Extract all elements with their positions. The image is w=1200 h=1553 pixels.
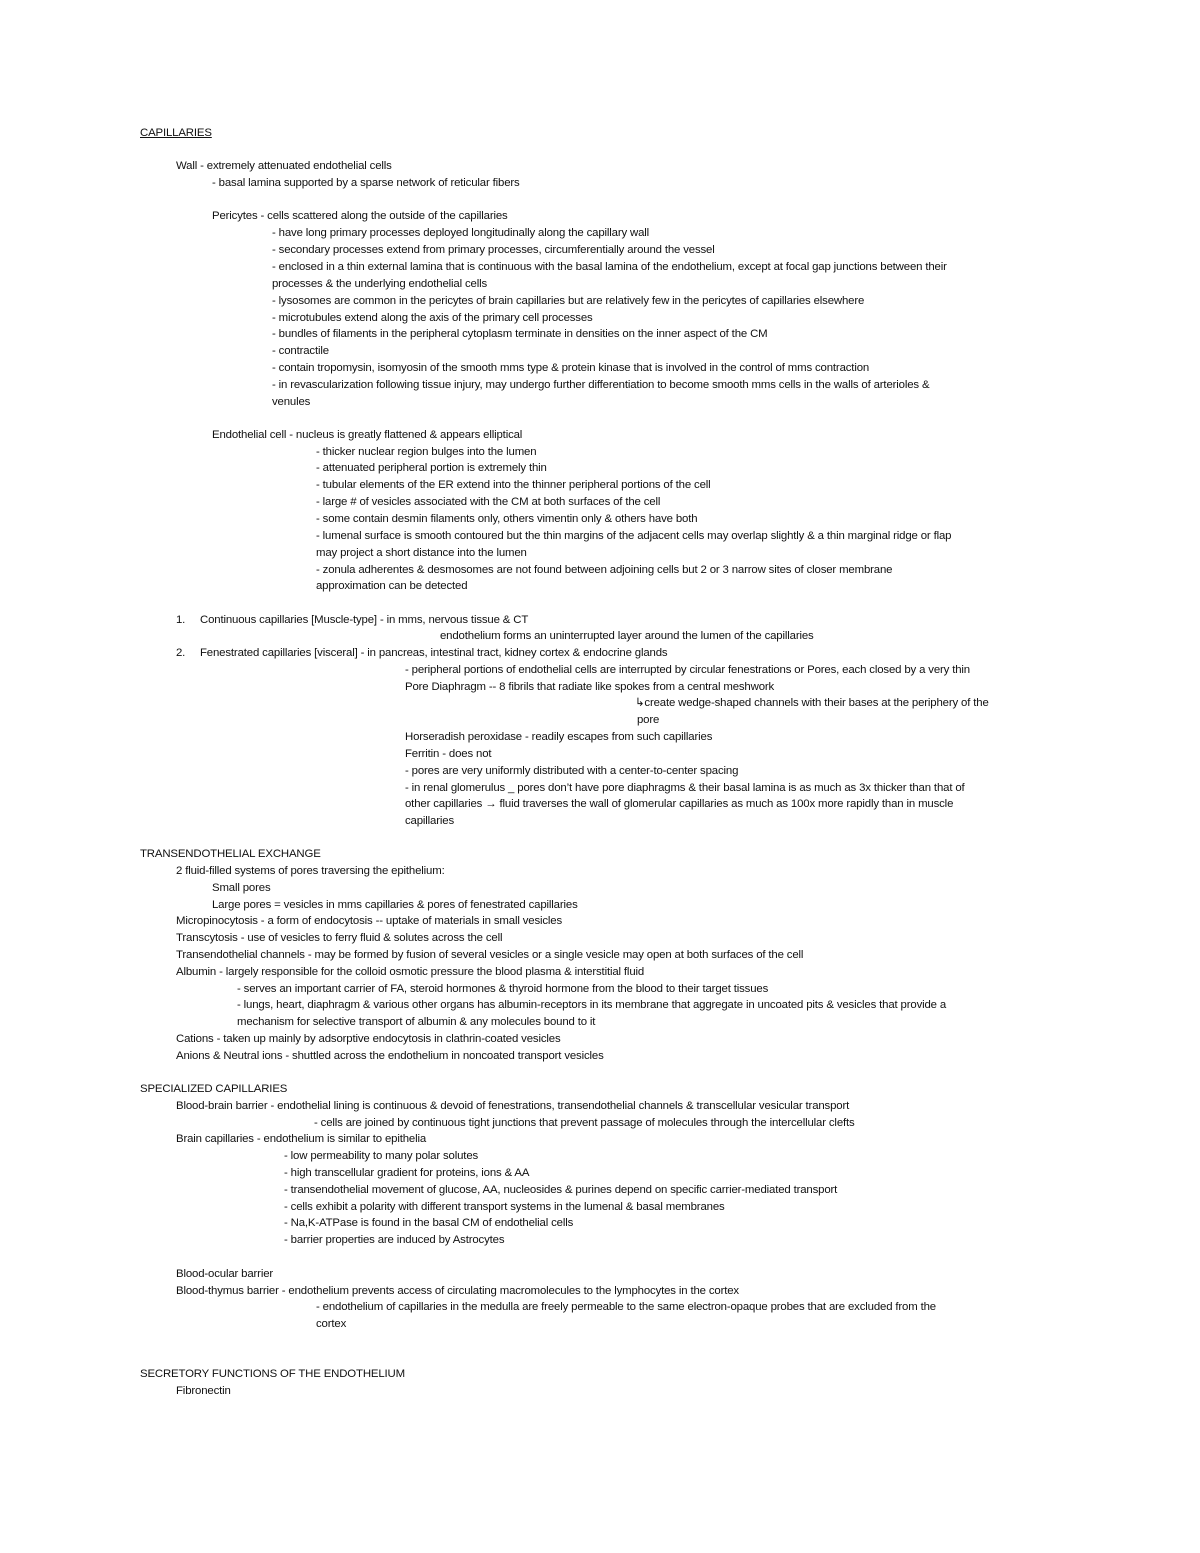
transendothelial-line: Anions & Neutral ions - shuttled across the endothelium in noncoated transport vesicles — [176, 1050, 604, 1062]
section-heading-secretory: SECRETORY FUNCTIONS OF THE ENDOTHELIUM — [140, 1368, 405, 1380]
pericytes-point: - bundles of filaments in the peripheral cytoplasm terminate in densities on the inner aspect of the CM — [272, 328, 768, 340]
continuous-capillaries-title: Continuous capillaries [Muscle-type] - in mms, nervous tissue & CT — [200, 614, 529, 626]
specialized-line: - Na,K-ATPase is found in the basal CM of endothelial cells — [284, 1217, 574, 1229]
wall-line: Wall - extremely attenuated endothelial cells — [176, 160, 392, 172]
specialized-line: - high transcellular gradient for proteins, ions & AA — [284, 1167, 530, 1179]
endothelial-point: - tubular elements of the ER extend into the thinner peripheral portions of the cell — [316, 479, 711, 491]
endothelial-point: - large # of vesicles associated with the CM at both surfaces of the cell — [316, 496, 661, 508]
fenestrated-detail: - pores are very uniformly distributed with a center-to-center spacing — [405, 765, 739, 777]
specialized-line: Blood-thymus barrier - endothelium prevents access of circulating macromolecules to the lymphocytes in the cortex — [176, 1285, 739, 1297]
specialized-line: - endothelium of capillaries in the medulla are freely permeable to the same electron-opaque probes that are excluded from the — [316, 1301, 936, 1313]
pericytes-point: - enclosed in a thin external lamina that is continuous with the basal lamina of the endothelium, except at focal gap junctions between their — [272, 261, 947, 273]
transendothelial-line: Cations - taken up mainly by adsorptive endocytosis in clathrin-coated vesicles — [176, 1033, 561, 1045]
transendothelial-line: 2 fluid-filled systems of pores traversing the epithelium: — [176, 865, 445, 877]
pericytes-point: - have long primary processes deployed longitudinally along the capillary wall — [272, 227, 650, 239]
fenestrated-detail: Ferritin - does not — [405, 748, 492, 760]
transendothelial-line: - serves an important carrier of FA, steroid hormones & thyroid hormone from the blood to their target tissues — [237, 983, 769, 995]
specialized-line: - cells exhibit a polarity with different transport systems in the lumenal & basal membranes — [284, 1201, 725, 1213]
section-heading-specialized: SPECIALIZED CAPILLARIES — [140, 1083, 288, 1095]
endothelial-point: approximation can be detected — [316, 580, 468, 592]
pericytes-point: - in revascularization following tissue injury, may undergo further differentiation to become smooth mms cells in the walls of arterioles & — [272, 379, 930, 391]
transendothelial-line: - lungs, heart, diaphragm & various other organs has albumin-receptors in its membrane that aggregate in uncoated pits & vesicles that provide a — [237, 999, 947, 1011]
fenestrated-detail: other capillaries → fluid traverses the wall of glomerular capillaries as much as 100x more rapidly than in muscle — [405, 798, 954, 810]
endothelial-point: - thicker nuclear region bulges into the lumen — [316, 446, 537, 458]
specialized-line: cortex — [316, 1318, 347, 1330]
specialized-line: - transendothelial movement of glucose, AA, nucleosides & purines depend on specific carrier-mediated transport — [284, 1184, 838, 1196]
pericytes-point: - contractile — [272, 345, 329, 357]
continuous-capillaries-detail: endothelium forms an uninterrupted layer around the lumen of the capillaries — [440, 630, 814, 642]
pericytes-point: - contain tropomysin, isomyosin of the smooth mms type & protein kinase that is involved in the control of mms contraction — [272, 362, 870, 374]
endothelial-point: - lumenal surface is smooth contoured but the thin margins of the adjacent cells may overlap slightly & a thin marginal ridge or flap — [316, 530, 952, 542]
transendothelial-line: Micropinocytosis - a form of endocytosis -- uptake of materials in small vesicles — [176, 915, 563, 927]
fenestrated-detail: Pore Diaphragm -- 8 fibrils that radiate like spokes from a central meshwork — [405, 681, 775, 693]
transendothelial-line: mechanism for selective transport of albumin & any molecules bound to it — [237, 1016, 596, 1028]
section-heading-capillaries: CAPILLARIES — [140, 127, 212, 139]
fenestrated-detail: capillaries — [405, 815, 454, 827]
specialized-line: - barrier properties are induced by Astrocytes — [284, 1234, 505, 1246]
transendothelial-line: Albumin - largely responsible for the colloid osmotic pressure the blood plasma & interstitial fluid — [176, 966, 645, 978]
endothelial-point: - some contain desmin filaments only, others vimentin only & others have both — [316, 513, 698, 525]
fenestrated-capillaries-title: Fenestrated capillaries [visceral] - in pancreas, intestinal tract, kidney cortex & endocrine glands — [200, 647, 668, 659]
wall-sub-line: - basal lamina supported by a sparse network of reticular fibers — [212, 177, 520, 189]
fenestrated-detail: pore — [637, 714, 660, 726]
pericytes-lead: Pericytes - cells scattered along the outside of the capillaries — [212, 210, 508, 222]
transendothelial-line: Transcytosis - use of vesicles to ferry fluid & solutes across the cell — [176, 932, 503, 944]
specialized-line: - low permeability to many polar solutes — [284, 1150, 479, 1162]
endothelial-point: - attenuated peripheral portion is extremely thin — [316, 462, 547, 474]
fenestrated-detail: - in renal glomerulus _ pores don’t have pore diaphragms & their basal lamina is as much as 3x thicker than that of — [405, 782, 965, 794]
specialized-line: Blood-brain barrier - endothelial lining is continuous & devoid of fenestrations, transendothelial channels & transcellular vesicular transport — [176, 1100, 850, 1112]
pericytes-point: - microtubules extend along the axis of the primary cell processes — [272, 312, 593, 324]
endothelial-point: - zonula adherentes & desmosomes are not found between adjoining cells but 2 or 3 narrow sites of closer membrane — [316, 564, 893, 576]
endothelial-point: may project a short distance into the lumen — [316, 547, 527, 559]
transendothelial-line: Large pores = vesicles in mms capillaries & pores of fenestrated capillaries — [212, 899, 578, 911]
specialized-line: Blood-ocular barrier — [176, 1268, 274, 1280]
pericytes-point: - lysosomes are common in the pericytes of brain capillaries but are relatively few in the pericytes of capillaries elsewhere — [272, 295, 865, 307]
section-heading-transendothelial: TRANSENDOTHELIAL EXCHANGE — [140, 848, 321, 860]
list-number: 1. — [176, 614, 186, 626]
fenestrated-detail: - peripheral portions of endothelial cells are interrupted by circular fenestrations or Pores, each closed by a very thin — [405, 664, 970, 676]
endothelial-lead: Endothelial cell - nucleus is greatly flattened & appears elliptical — [212, 429, 523, 441]
pericytes-point: - secondary processes extend from primary processes, circumferentially around the vessel — [272, 244, 715, 256]
secretory-line: Fibronectin — [176, 1385, 231, 1397]
pericytes-point: processes & the underlying endothelial cells — [272, 278, 488, 290]
transendothelial-line: Transendothelial channels - may be formed by fusion of several vesicles or a single vesicle may open at both surfaces of the cell — [176, 949, 804, 961]
pericytes-point: venules — [272, 396, 311, 408]
specialized-line: - cells are joined by continuous tight junctions that prevent passage of molecules through the intercellular clefts — [314, 1117, 855, 1129]
fenestrated-detail: ↳create wedge-shaped channels with their bases at the periphery of the — [635, 697, 989, 709]
transendothelial-line: Small pores — [212, 882, 271, 894]
fenestrated-detail: Horseradish peroxidase - readily escapes from such capillaries — [405, 731, 713, 743]
specialized-line: Brain capillaries - endothelium is similar to epithelia — [176, 1133, 427, 1145]
list-number: 2. — [176, 647, 186, 659]
